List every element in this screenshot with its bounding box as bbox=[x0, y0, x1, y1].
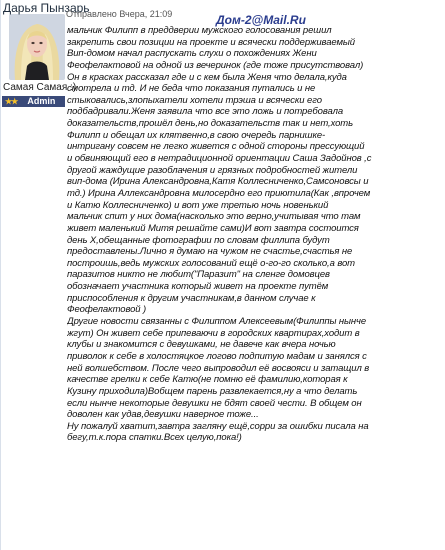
post-text-line: Кузину приходила)Вобщем парень развлекается,ну а что делать bbox=[67, 385, 358, 397]
post-text-line: Другие новости связанны с Филиппом Алексеевым(Филиппы нынче bbox=[67, 316, 367, 328]
post-text-line: вип-дома (Ирина Александровна,Катя Коллесниченко,Самсоновсы и bbox=[67, 176, 369, 188]
post-text-line: доволен как удав,девушки наверное тоже... bbox=[67, 409, 259, 421]
avatar-image bbox=[9, 14, 65, 80]
post-text-line: построишь,ведь мужских голосований ещё о-го-го сколько,а вот bbox=[67, 257, 355, 269]
post-text-line: день Х,обещанные фотографии по словам филлипа будут bbox=[67, 234, 330, 246]
post-text-line: Ну пожалуй хватит,завтра загляну ещё,сорри за ошибки писала на bbox=[67, 420, 369, 432]
post-text-line: живет маленький Митя решайте сами)И вот завтра состоится bbox=[67, 222, 359, 234]
post-text-line: стыковались,злопыхатели хотели трэша и всячески его bbox=[67, 94, 322, 106]
post-text-line: Феофелактовой на одной из вечеринок (где тоже присутствовал) bbox=[67, 59, 364, 71]
post-text-line: и обвиняющий его в нетрадиционной ориентации Саша Задойнов ,с bbox=[67, 153, 372, 165]
post-text-line: тд.) Ирина Аллександровна милосердно его приютила(Как ,впрочем bbox=[67, 187, 371, 199]
post-text-line: приспособления к другим участникам,в данном случае к bbox=[67, 292, 316, 304]
post-text-line: обозначает участника который живет на проекте путём bbox=[67, 281, 329, 293]
post-text-line: другой жаждущие разоблачения и грязных подробностей жители bbox=[67, 164, 358, 176]
post-text-line: доказательств,прошёл день,но доказательств так и нет,хоть bbox=[67, 118, 354, 130]
author-nickname: Самая Самая :) bbox=[3, 82, 77, 93]
post-text-line: предоставлены.Лично я думаю на чужом не счастье,счастья не bbox=[67, 246, 353, 258]
post-text-line: мальчик Филипп в преддверии мужского голосования решил bbox=[67, 25, 332, 36]
post-body bbox=[67, 25, 445, 550]
post-text-line: клубы и знакомится с девушками, не давече как вчера ночью bbox=[67, 339, 336, 351]
post-text-line: Вип-домом начал распускать слухи о похождениях Жени bbox=[67, 48, 317, 60]
site-email-watermark: Дом-2@Mail.Ru bbox=[216, 13, 306, 27]
post-text-line: ней волшебством. После чего выпроводил её восвояси и затащил в bbox=[67, 362, 370, 374]
post-text-line: Он в красках рассказал где и с кем была Женя что делала,куда bbox=[67, 71, 347, 83]
post-text-line: Феофелактовой ) bbox=[67, 304, 147, 316]
author-sidebar bbox=[1, 0, 77, 550]
post-text-line: подбадривали.Женя заявила что все это ложь и потребовала bbox=[67, 106, 344, 118]
post-text-line: закрепить свои позиции на проекте и всячески поддерживаемый bbox=[67, 36, 355, 48]
post-text-line: Филипп и обещал их клятвенно,в свою очередь парнишке- bbox=[67, 129, 326, 141]
post-text-line: смотрела и тд. И не беда что показания путались и не bbox=[67, 83, 316, 95]
post-text-line: паразитов никто не любит("Паразит" на сленге домовцев bbox=[67, 269, 330, 281]
post-timestamp: Отправлено Вчера, 21:09 bbox=[66, 9, 173, 19]
post-text-line: качестве грелки к себе Катю(не помню её фамилию,которая к bbox=[67, 374, 348, 386]
avatar[interactable] bbox=[9, 14, 65, 80]
post-text-line: бегу,т.к.пора спатки.Всех целую,пока!) bbox=[67, 432, 242, 444]
post-text-line: жгут) Он живет себе припеваючи в городских квартирах,ходит в bbox=[67, 327, 360, 339]
post-text-line: интригану совсем не легко живется с одной стороны прессующий bbox=[67, 141, 365, 153]
admin-badge bbox=[2, 96, 65, 107]
post-text-line: приволок к себе в холостяцкое логово подпитую мадам и занялся с bbox=[67, 350, 367, 362]
post-text-line: мальчик спит у них дома(насколько это верно,учитывая что там bbox=[67, 211, 361, 223]
author-name[interactable]: Дарья Пынзарь bbox=[3, 1, 90, 15]
post-text-line: если нынче некоторые девушки не бдят своей чести. В общем он bbox=[67, 397, 362, 409]
role-label: Admin bbox=[27, 96, 56, 106]
post-text-line: и Катю Коллесниченко) и вот уже третью ночь новенький bbox=[67, 199, 329, 211]
rank-stars-icon: ★★ bbox=[5, 97, 18, 106]
